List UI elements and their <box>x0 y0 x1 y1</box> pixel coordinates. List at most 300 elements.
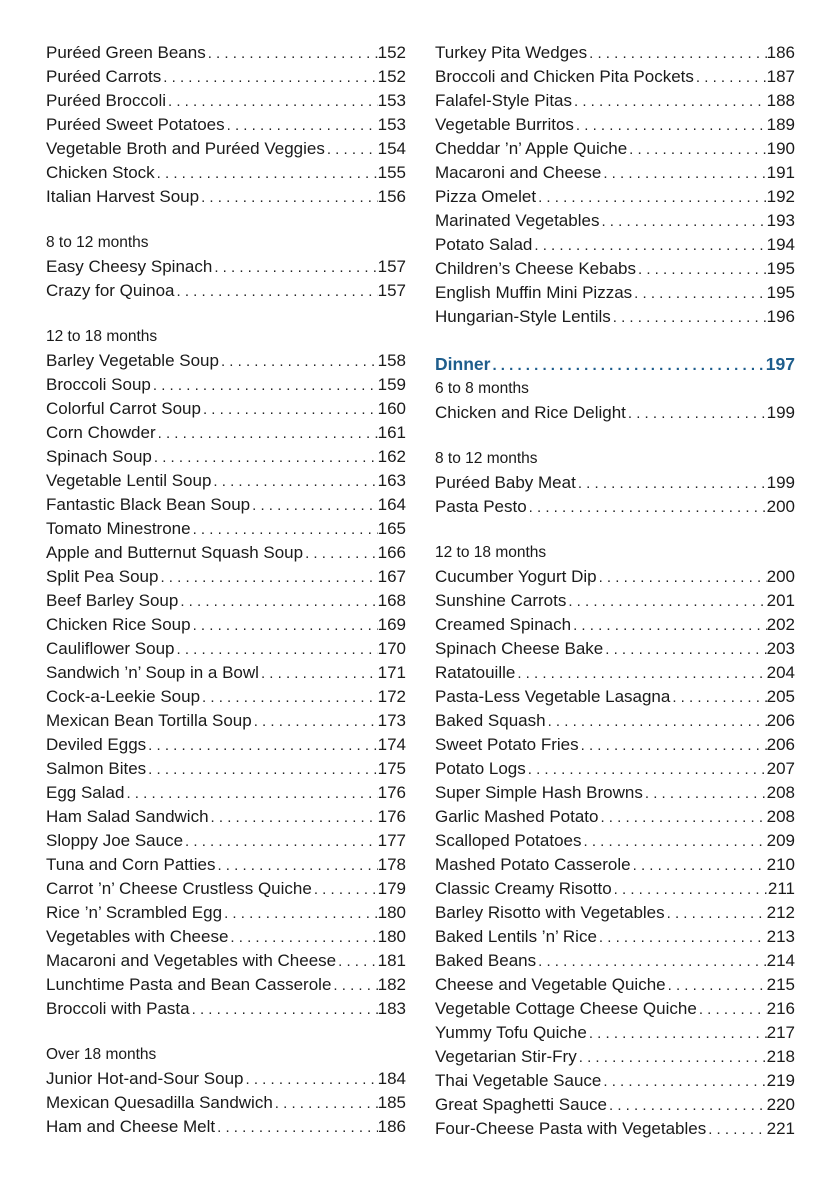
page-number: 195 <box>766 259 795 278</box>
recipe-title: Barley Vegetable Soup <box>46 351 219 370</box>
recipe-title: Falafel-Style Pitas <box>435 91 572 110</box>
recipe-title: Barley Risotto with Vegetables <box>435 903 665 922</box>
chapter-page-number: 197 <box>765 354 795 374</box>
dot-leader <box>599 210 766 234</box>
recipe-title: Ham and Cheese Melt <box>46 1117 216 1136</box>
toc-entry[interactable] <box>46 949 406 973</box>
page-number: 196 <box>766 307 795 326</box>
dot-leader <box>175 638 378 662</box>
dot-leader <box>566 590 766 614</box>
dot-leader <box>215 1116 377 1140</box>
dot-leader <box>312 878 378 902</box>
recipe-title: Turkey Pita Wedges <box>435 43 588 62</box>
dot-leader <box>611 306 767 330</box>
toc-entry[interactable] <box>435 1093 795 1117</box>
recipe-title: Chicken Rice Soup <box>46 615 191 634</box>
toc-entry[interactable] <box>435 209 795 233</box>
dot-leader <box>582 830 767 854</box>
page-number: 167 <box>377 567 406 586</box>
recipe-title: Puréed Broccoli <box>46 91 167 110</box>
recipe-title: Classic Creamy Risotto <box>435 879 612 898</box>
page-number: 192 <box>766 187 795 206</box>
recipe-title: Sweet Potato Fries <box>435 735 579 754</box>
dot-leader <box>228 926 377 950</box>
page-number: 159 <box>377 375 406 394</box>
dot-leader <box>199 186 378 210</box>
toc-entry[interactable] <box>435 925 795 949</box>
page-number: 160 <box>377 399 406 418</box>
dot-leader <box>587 42 767 66</box>
page-number: 181 <box>377 951 406 970</box>
toc-entry[interactable] <box>435 471 795 495</box>
page-number: 219 <box>766 1071 795 1090</box>
page-number: 190 <box>766 139 795 158</box>
dot-leader <box>209 806 378 830</box>
toc-entry[interactable] <box>435 1069 795 1093</box>
recipe-title: Marinated Vegetables <box>435 211 600 230</box>
dot-leader <box>161 66 377 90</box>
recipe-title: Sandwich ’n’ Soup in a Bowl <box>46 663 259 682</box>
page-number: 211 <box>767 879 795 898</box>
toc-entry[interactable] <box>46 161 406 185</box>
toc-entry[interactable] <box>46 373 406 397</box>
dot-leader <box>643 782 767 806</box>
recipe-title: Puréed Green Beans <box>46 43 206 62</box>
toc-entry[interactable] <box>435 613 795 637</box>
toc-entry[interactable] <box>46 397 406 421</box>
page-number: 157 <box>377 257 406 276</box>
page-number: 169 <box>377 615 406 634</box>
recipe-title: Children’s Cheese Kebabs <box>435 259 636 278</box>
toc-entry[interactable] <box>435 281 795 305</box>
dot-leader <box>670 686 766 710</box>
toc-entry[interactable] <box>46 65 406 89</box>
toc-entry[interactable] <box>435 901 795 925</box>
recipe-title: Lunchtime Pasta and Bean Casserole <box>46 975 332 994</box>
age-section-heading: Over 18 months <box>46 1046 157 1063</box>
recipe-title: Carrot ’n’ Cheese Crustless Quiche <box>46 879 312 898</box>
toc-entry[interactable] <box>435 589 795 613</box>
recipe-title: Hungarian-Style Lentils <box>435 307 611 326</box>
toc-entry[interactable] <box>435 877 795 901</box>
toc-entry[interactable] <box>46 255 406 279</box>
toc-entry[interactable] <box>46 613 406 637</box>
dot-leader <box>336 950 377 974</box>
page-number: 220 <box>766 1095 795 1114</box>
page-number: 189 <box>766 115 795 134</box>
toc-entry[interactable] <box>46 757 406 781</box>
page-number: 180 <box>377 903 406 922</box>
page-number: 206 <box>766 735 795 754</box>
dot-leader <box>215 854 377 878</box>
page-number: 217 <box>766 1023 795 1042</box>
dot-leader <box>124 782 377 806</box>
page-number: 154 <box>377 139 406 158</box>
toc-entry[interactable] <box>46 589 406 613</box>
recipe-title: Vegetarian Stir-Fry <box>435 1047 577 1066</box>
toc-entry[interactable] <box>435 137 795 161</box>
dot-leader <box>156 422 378 446</box>
page-number: 153 <box>377 91 406 110</box>
toc-entry[interactable] <box>46 1091 406 1115</box>
dot-leader <box>612 878 768 902</box>
dot-leader <box>631 854 767 878</box>
toc-entry[interactable] <box>46 685 406 709</box>
dot-leader <box>146 734 377 758</box>
age-section-heading: 12 to 18 months <box>46 328 158 345</box>
page-number: 182 <box>377 975 406 994</box>
toc-entry[interactable] <box>46 349 406 373</box>
page-number: 213 <box>766 927 795 946</box>
recipe-title: English Muffin Mini Pizzas <box>435 283 633 302</box>
dot-leader <box>175 280 378 304</box>
toc-entry[interactable] <box>435 233 795 257</box>
page-number: 173 <box>377 711 406 730</box>
dot-leader <box>252 710 378 734</box>
recipe-title: Egg Salad <box>46 783 125 802</box>
toc-entry[interactable] <box>435 305 795 329</box>
page-number: 176 <box>377 807 406 826</box>
recipe-title: Rice ’n’ Scrambled Egg <box>46 903 223 922</box>
toc-entry[interactable] <box>46 493 406 517</box>
dot-leader <box>183 830 378 854</box>
dot-leader <box>250 494 378 518</box>
recipe-title: Tomato Minestrone <box>46 519 191 538</box>
page-number: 153 <box>377 115 406 134</box>
toc-entry[interactable] <box>46 805 406 829</box>
toc-right-column <box>435 41 795 1141</box>
page-number: 186 <box>766 43 795 62</box>
toc-entry[interactable] <box>46 1115 406 1139</box>
toc-entry[interactable] <box>435 949 795 973</box>
page-number: 155 <box>377 163 406 182</box>
page-number: 209 <box>766 831 795 850</box>
recipe-title: Deviled Eggs <box>46 735 147 754</box>
recipe-title: Easy Cheesy Spinach <box>46 257 213 276</box>
recipe-title: Thai Vegetable Sauce <box>435 1071 602 1090</box>
dot-leader <box>206 42 378 66</box>
toc-entry[interactable] <box>435 113 795 137</box>
recipe-title: Mexican Bean Tortilla Soup <box>46 711 252 730</box>
dot-leader <box>572 90 767 114</box>
toc-entry[interactable] <box>435 1021 795 1045</box>
toc-entry[interactable] <box>435 41 795 65</box>
toc-entry[interactable] <box>46 877 406 901</box>
recipe-title: Puréed Baby Meat <box>435 473 576 492</box>
dot-leader <box>211 470 377 494</box>
toc-entry[interactable] <box>435 565 795 589</box>
dot-leader <box>601 1070 766 1094</box>
recipe-title: Potato Logs <box>435 759 526 778</box>
age-section-heading: 8 to 12 months <box>435 450 538 467</box>
dot-leader <box>515 662 766 686</box>
recipe-title: Macaroni and Cheese <box>435 163 602 182</box>
dot-leader <box>191 614 378 638</box>
page-number: 183 <box>377 999 406 1018</box>
toc-entry[interactable] <box>435 661 795 685</box>
toc-entry[interactable] <box>435 1045 795 1069</box>
recipe-title: Chicken and Rice Delight <box>435 403 626 422</box>
dot-leader <box>694 66 767 90</box>
toc-entry[interactable] <box>435 781 795 805</box>
toc-entry[interactable] <box>46 709 406 733</box>
toc-entry[interactable] <box>46 541 406 565</box>
age-section-heading: 8 to 12 months <box>46 234 149 251</box>
recipe-title: Tuna and Corn Patties <box>46 855 216 874</box>
toc-left-column <box>46 41 406 1139</box>
dot-leader <box>273 1092 378 1116</box>
toc-entry[interactable] <box>46 445 406 469</box>
page-number: 221 <box>766 1119 795 1138</box>
recipe-title: Baked Lentils ’n’ Rice <box>435 927 597 946</box>
page-number: 161 <box>377 423 406 442</box>
page-number: 202 <box>766 615 795 634</box>
recipe-title: Ratatouille <box>435 663 516 682</box>
toc-entry[interactable] <box>435 185 795 209</box>
toc-entry[interactable] <box>435 853 795 877</box>
dot-leader <box>626 402 767 426</box>
recipe-title: Corn Chowder <box>46 423 156 442</box>
page-number: 204 <box>766 663 795 682</box>
toc-entry[interactable] <box>435 257 795 281</box>
recipe-title: Super Simple Hash Browns <box>435 783 643 802</box>
toc-entry[interactable] <box>435 733 795 757</box>
page-number: 200 <box>766 567 795 586</box>
toc-entry[interactable] <box>435 495 795 519</box>
page-number: 177 <box>377 831 406 850</box>
page-number: 206 <box>766 711 795 730</box>
dot-leader <box>303 542 378 566</box>
dot-leader <box>577 1046 767 1070</box>
dot-leader <box>546 710 767 734</box>
page-number: 184 <box>377 1069 406 1088</box>
page-number: 171 <box>377 663 406 682</box>
page-number: 205 <box>766 687 795 706</box>
dot-leader <box>579 734 767 758</box>
page-number: 218 <box>766 1047 795 1066</box>
page-number: 165 <box>377 519 406 538</box>
dot-leader <box>576 472 767 496</box>
dot-leader <box>190 998 378 1022</box>
recipe-title: Pizza Omelet <box>435 187 537 206</box>
dot-leader <box>178 590 377 614</box>
dot-leader <box>151 374 378 398</box>
dot-leader <box>532 234 766 258</box>
page-number: 170 <box>377 639 406 658</box>
dot-leader <box>666 974 767 998</box>
recipe-title: Potato Salad <box>435 235 533 254</box>
recipe-title: Junior Hot-and-Sour Soup <box>46 1069 244 1088</box>
recipe-title: Scalloped Potatoes <box>435 831 582 850</box>
dot-leader <box>200 686 378 710</box>
dot-leader <box>527 496 767 520</box>
dot-leader <box>536 950 766 974</box>
toc-entry[interactable] <box>435 65 795 89</box>
page-number: 163 <box>377 471 406 490</box>
dot-leader <box>597 926 767 950</box>
dot-leader <box>166 90 378 114</box>
dot-leader <box>597 566 767 590</box>
page-number: 166 <box>377 543 406 562</box>
page-number: 215 <box>766 975 795 994</box>
recipe-title: Yummy Tofu Quiche <box>435 1023 587 1042</box>
page-number: 152 <box>377 43 406 62</box>
recipe-title: Colorful Carrot Soup <box>46 399 201 418</box>
toc-entry[interactable] <box>435 1117 795 1141</box>
toc-entry[interactable] <box>435 757 795 781</box>
toc-entry[interactable] <box>435 637 795 661</box>
recipe-title: Broccoli with Pasta <box>46 999 190 1018</box>
page-number: 216 <box>766 999 795 1018</box>
page-number: 200 <box>766 497 795 516</box>
dot-leader <box>158 566 377 590</box>
toc-entry[interactable] <box>46 41 406 65</box>
page-number: 214 <box>766 951 795 970</box>
dot-leader <box>574 114 767 138</box>
toc-entry[interactable] <box>46 421 406 445</box>
recipe-title: Crazy for Quinoa <box>46 281 175 300</box>
page-number: 188 <box>766 91 795 110</box>
toc-entry[interactable] <box>435 805 795 829</box>
recipe-title: Spinach Cheese Bake <box>435 639 604 658</box>
dot-leader <box>536 186 767 210</box>
toc-entry[interactable] <box>46 565 406 589</box>
page-number: 193 <box>766 211 795 230</box>
toc-entry[interactable] <box>46 925 406 949</box>
toc-entry[interactable] <box>46 997 406 1021</box>
recipe-title: Salmon Bites <box>46 759 147 778</box>
page-number: 164 <box>377 495 406 514</box>
recipe-title: Four-Cheese Pasta with Vegetables <box>435 1119 707 1138</box>
recipe-title: Vegetable Lentil Soup <box>46 471 212 490</box>
dot-leader <box>152 446 378 470</box>
recipe-title: Puréed Carrots <box>46 67 162 86</box>
toc-entry[interactable] <box>46 185 406 209</box>
recipe-title: Cheddar ’n’ Apple Quiche <box>435 139 628 158</box>
recipe-title: Cucumber Yogurt Dip <box>435 567 597 586</box>
recipe-title: Creamed Spinach <box>435 615 572 634</box>
toc-entry[interactable] <box>435 829 795 853</box>
page-number: 187 <box>766 67 795 86</box>
page-number: 175 <box>377 759 406 778</box>
age-section-heading: 12 to 18 months <box>435 544 547 561</box>
recipe-title: Chicken Stock <box>46 163 155 182</box>
dot-leader <box>191 518 378 542</box>
toc-entry[interactable] <box>46 733 406 757</box>
page-number: 179 <box>377 879 406 898</box>
dot-leader <box>259 662 378 686</box>
page-number: 178 <box>377 855 406 874</box>
toc-entry[interactable] <box>46 901 406 925</box>
recipe-title: Sunshine Carrots <box>435 591 567 610</box>
page-number: 199 <box>766 473 795 492</box>
recipe-title: Baked Beans <box>435 951 537 970</box>
page-number: 168 <box>377 591 406 610</box>
toc-entry[interactable] <box>435 709 795 733</box>
page-number: 186 <box>377 1117 406 1136</box>
dot-leader <box>146 758 377 782</box>
toc-entry[interactable] <box>46 89 406 113</box>
recipe-title: Vegetable Broth and Puréed Veggies <box>46 139 325 158</box>
recipe-title: Baked Squash <box>435 711 546 730</box>
dot-leader <box>636 258 767 282</box>
dot-leader <box>603 638 766 662</box>
recipe-title: Italian Harvest Soup <box>46 187 200 206</box>
recipe-title: Beef Barley Soup <box>46 591 179 610</box>
recipe-title: Fantastic Black Bean Soup <box>46 495 251 514</box>
page-number: 208 <box>766 783 795 802</box>
page-number: 199 <box>766 403 795 422</box>
toc-entry[interactable] <box>435 973 795 997</box>
dot-leader <box>598 806 766 830</box>
toc-entry[interactable] <box>46 279 406 303</box>
toc-entry[interactable] <box>46 829 406 853</box>
recipe-title: Cheese and Vegetable Quiche <box>435 975 666 994</box>
recipe-title: Mashed Potato Casserole <box>435 855 631 874</box>
recipe-title: Sloppy Joe Sauce <box>46 831 184 850</box>
toc-entry[interactable] <box>435 685 795 709</box>
toc-entry[interactable] <box>46 113 406 137</box>
dot-leader <box>632 282 766 306</box>
toc-entry[interactable] <box>46 781 406 805</box>
toc-entry[interactable] <box>46 661 406 685</box>
page-number: 208 <box>766 807 795 826</box>
page-number: 152 <box>377 67 406 86</box>
page-number: 158 <box>377 351 406 370</box>
toc-entry[interactable] <box>46 137 406 161</box>
page-number: 210 <box>766 855 795 874</box>
dot-leader <box>212 256 377 280</box>
toc-entry[interactable] <box>46 973 406 997</box>
toc-entry[interactable] <box>435 89 795 113</box>
toc-entry[interactable] <box>435 997 795 1021</box>
dot-leader <box>155 162 378 186</box>
recipe-title: Pasta Pesto <box>435 497 527 516</box>
recipe-title: Great Spaghetti Sauce <box>435 1095 608 1114</box>
page-number: 195 <box>766 283 795 302</box>
dot-leader <box>697 998 767 1022</box>
chapter-title: Dinner <box>435 354 491 374</box>
page-number: 174 <box>377 735 406 754</box>
recipe-title: Split Pea Soup <box>46 567 159 586</box>
recipe-title: Broccoli Soup <box>46 375 151 394</box>
page-number: 172 <box>377 687 406 706</box>
toc-entry[interactable] <box>435 401 795 425</box>
recipe-title: Mexican Quesadilla Sandwich <box>46 1093 273 1112</box>
age-section-heading: 6 to 8 months <box>435 380 529 397</box>
dot-leader <box>706 1118 766 1142</box>
chapter-heading-dinner[interactable] <box>435 351 795 377</box>
toc-entry[interactable] <box>46 517 406 541</box>
dot-leader <box>490 353 765 379</box>
page-number: 201 <box>766 591 795 610</box>
recipe-title: Macaroni and Vegetables with Cheese <box>46 951 337 970</box>
dot-leader <box>665 902 767 926</box>
toc-entry[interactable] <box>46 469 406 493</box>
dot-leader <box>244 1068 378 1092</box>
dot-leader <box>601 162 766 186</box>
toc-entry[interactable] <box>46 853 406 877</box>
dot-leader <box>587 1022 767 1046</box>
toc-entry[interactable] <box>46 1067 406 1091</box>
page-number: 185 <box>377 1093 406 1112</box>
recipe-title: Vegetable Burritos <box>435 115 574 134</box>
toc-entry[interactable] <box>46 637 406 661</box>
dot-leader <box>201 398 378 422</box>
recipe-title: Apple and Butternut Squash Soup <box>46 543 304 562</box>
page-number: 156 <box>377 187 406 206</box>
toc-entry[interactable] <box>435 161 795 185</box>
